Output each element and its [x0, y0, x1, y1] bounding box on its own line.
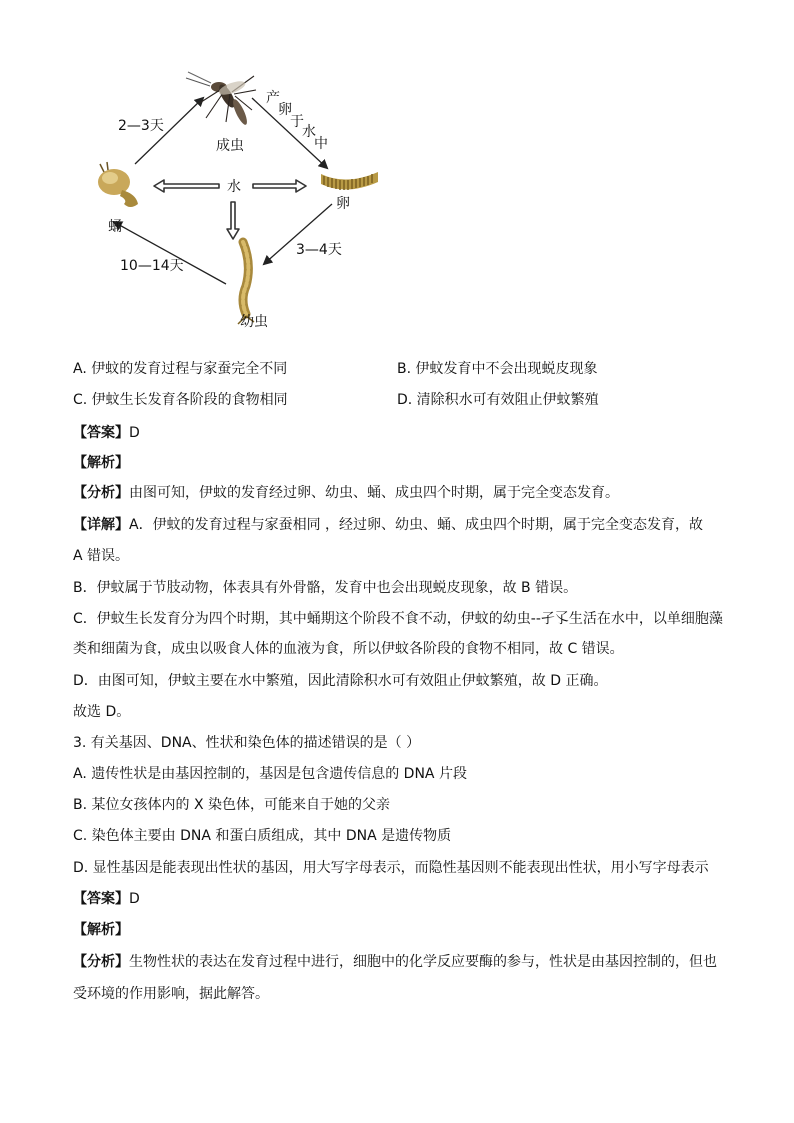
q2-answer-label: 【答案】: [73, 425, 129, 441]
q2-xiangjie: [73, 516, 703, 534]
water-arrow-left: [154, 180, 219, 192]
q3-fenxi-line-b: 受环境的作用影响，据此解答。: [73, 986, 269, 1002]
q3-answer-label: 【答案】: [73, 891, 129, 907]
q2-option-a: A. 伊蚊的发育过程与家蚕完全不同: [73, 361, 288, 377]
label-adult: 成虫: [216, 138, 244, 154]
label-lay-eggs-char-2: 卵: [278, 102, 292, 118]
q2-option-c: C. 伊蚊生长发育各阶段的食物相同: [73, 392, 288, 408]
q3-answer: [73, 890, 140, 908]
mosquito-image: [186, 72, 256, 126]
q2-xiangjie-line-4: D．由图可知，伊蚊主要在水中繁殖，因此清除积水可有效阻止伊蚊繁殖，故 D 正确。: [73, 673, 608, 689]
water-arrow-right: [253, 180, 306, 192]
q3-analysis-label: 【解析】: [73, 922, 129, 938]
q2-conclusion: 故选 D。: [73, 704, 131, 720]
label-pupa-to-adult-duration: 2—3天: [118, 118, 164, 134]
label-lay-eggs-char-3: 于: [290, 114, 304, 130]
label-egg: 卵: [336, 196, 350, 212]
label-lay-eggs-char-4: 水: [302, 124, 316, 140]
q2-xiangjie-label: 【详解】: [73, 517, 129, 533]
q2-fenxi-text: 由图可知，伊蚊的发育经过卵、幼虫、蛹、成虫四个时期，属于完全变态发育。: [129, 485, 619, 501]
egg-raft-image: [321, 172, 378, 190]
pupa-image: [98, 162, 138, 207]
q3-fenxi-text: 生物性状的表达在发育过程中进行，细胞中的化学反应要酶的参与，性状是由基因控制的，但也: [129, 954, 717, 970]
q3-analysis-heading: [73, 921, 129, 939]
label-egg-to-larva-duration: 3—4天: [296, 242, 342, 258]
q2-xiangjie-line-3b: 类和细菌为食，成虫以吸食人体的血液为食，所以伊蚊各阶段的食物不相同，故 C 错误。: [73, 641, 624, 657]
q2-xiangjie-line-2: B．伊蚊属于节肢动物，体表具有外骨骼，发育中也会出现蜕皮现象，故 B 错误。: [73, 580, 578, 596]
q2-option-b: B. 伊蚊发育中不会出现蜕皮现象: [397, 361, 598, 377]
q2-option-d: D. 清除积水可有效阻止伊蚊繁殖: [397, 392, 599, 408]
mosquito-life-cycle-figure: [80, 64, 390, 336]
q2-answer: [73, 424, 140, 442]
q2-analysis-label: 【解析】: [73, 455, 129, 471]
q2-answer-value: D: [129, 425, 140, 441]
water-arrow-down: [227, 202, 239, 239]
q2-xiangjie-line-3: C．伊蚊生长发育分为四个时期，其中蛹期这个阶段不食不动，伊蚊的幼虫--孑孓生活在水中，以单细胞藻: [73, 611, 723, 627]
label-larva-to-pupa-duration: 10—14天: [120, 258, 184, 274]
q2-fenxi: [73, 484, 619, 502]
q3-fenxi: [73, 953, 717, 971]
label-larva: 幼虫: [240, 314, 268, 330]
larva-image: [238, 242, 254, 324]
q3-option-a: A. 遗传性状是由基因控制的，基因是包含遗传信息的 DNA 片段: [73, 766, 467, 782]
label-water: 水: [227, 179, 241, 195]
q2-fenxi-label: 【分析】: [73, 485, 129, 501]
q3-option-b: B. 某位女孩体内的 X 染色体，可能来自于她的父亲: [73, 797, 390, 813]
q3-option-d: D. 显性基因是能表现出性状的基因，用大写字母表示，而隐性基因则不能表现出性状，用小写字母表示: [73, 860, 709, 876]
q2-xiangjie-line-1b: A 错误。: [73, 548, 130, 564]
q2-xiangjie-line-1: A．伊蚊的发育过程与家蚕相同 ，经过卵、幼虫、蛹、成虫四个时期，属于完全变态发育，故: [129, 517, 704, 533]
q3-option-c: C. 染色体主要由 DNA 和蛋白质组成，其中 DNA 是遗传物质: [73, 828, 452, 844]
arrow-larva-to-pupa: [114, 222, 226, 284]
label-lay-eggs-char-5: 中: [314, 136, 328, 152]
q3-fenxi-label: 【分析】: [73, 954, 129, 970]
label-pupa: 蛹: [108, 219, 122, 235]
q3-answer-value: D: [129, 891, 140, 907]
q3-stem: 3. 有关基因、DNA、性状和染色体的描述错误的是（ ）: [73, 735, 421, 751]
label-lay-eggs-char-1: 产: [266, 90, 280, 106]
q2-analysis-heading: [73, 454, 129, 472]
